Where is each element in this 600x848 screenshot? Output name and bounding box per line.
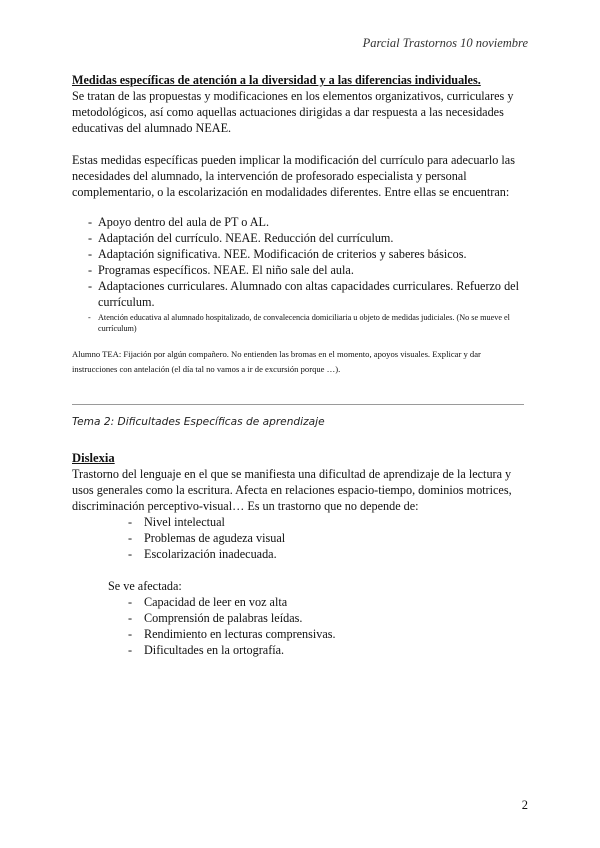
list-item: - Capacidad de leer en voz alta bbox=[72, 594, 528, 610]
afectada-list bbox=[72, 594, 528, 658]
list-item: - Adaptación significativa. NEE. Modificación de criterios y saberes básicos. bbox=[72, 246, 528, 262]
list-item: - Adaptación del currículo. NEAE. Reducción del currículum. bbox=[72, 230, 528, 246]
intro-paragraph: Se tratan de las propuestas y modificaciones en los elementos organizativos, curriculares y metodológicos, así como aquellas actuaciones dirigidas a dar respuesta a las necesidades educativas del alumnado NEAE. bbox=[72, 89, 514, 135]
page-header: Parcial Trastornos 10 noviembre bbox=[362, 36, 528, 50]
dislexia-definition: Trastorno del lenguaje en el que se manifiesta una dificultad de aprendizaje de la lectura y usos generales como la escritura. Afecta en relaciones espacio-tiempo, dominios motrices, discriminación perceptivo-visual… Es un trastorno que no depende de: bbox=[72, 467, 512, 513]
section-dislexia bbox=[72, 450, 528, 658]
measures-list bbox=[72, 214, 528, 334]
horizontal-divider bbox=[72, 404, 524, 405]
list-item: - Apoyo dentro del aula de PT o AL. bbox=[72, 214, 528, 230]
list-item: - Dificultades en la ortografía. bbox=[72, 642, 528, 658]
list-item: - Comprensión de palabras leídas. bbox=[72, 610, 528, 626]
afectada-label: Se ve afectada: bbox=[108, 579, 182, 593]
list-item: - Programas específicos. NEAE. El niño sale del aula. bbox=[72, 262, 528, 278]
list-item: - Adaptaciones curriculares. Alumnado con altas capacidades curriculares. Refuerzo del currículum. bbox=[72, 278, 528, 310]
tema-title: Tema 2: Dificultades Específicas de aprendizaje bbox=[72, 416, 325, 428]
tea-note: Alumno TEA: Fijación por algún compañero. No entienden las bromas en el momento, apoyos visuales. Explicar y dar instrucciones con antelación (el día tal no vamos a ir de excursión porque …). bbox=[72, 349, 481, 374]
list-item-small: - Atención educativa al alumnado hospitalizado, de convalecencia domiciliaria u objeto de medidas judiciales. (No se mueve el currículum) bbox=[72, 312, 528, 334]
section-medidas bbox=[72, 72, 528, 377]
list-item: - Problemas de agudeza visual bbox=[72, 530, 528, 546]
page-number: 2 bbox=[521, 798, 528, 812]
dislexia-heading: Dislexia bbox=[72, 451, 115, 465]
list-item: - Nivel intelectual bbox=[72, 514, 528, 530]
list-item: - Escolarización inadecuada. bbox=[72, 546, 528, 562]
no-depende-list bbox=[72, 514, 528, 562]
measures-paragraph: Estas medidas específicas pueden implicar la modificación del currículo para adecuarlo las necesidades del alumnado, la intervención de profesorado especialista y personal complementario, o la escolarización en modalidades diferentes. Entre ellas se encuentran: bbox=[72, 153, 515, 199]
list-item: - Rendimiento en lecturas comprensivas. bbox=[72, 626, 528, 642]
section-heading: Medidas específicas de atención a la diversidad y a las diferencias individuales. bbox=[72, 73, 481, 87]
